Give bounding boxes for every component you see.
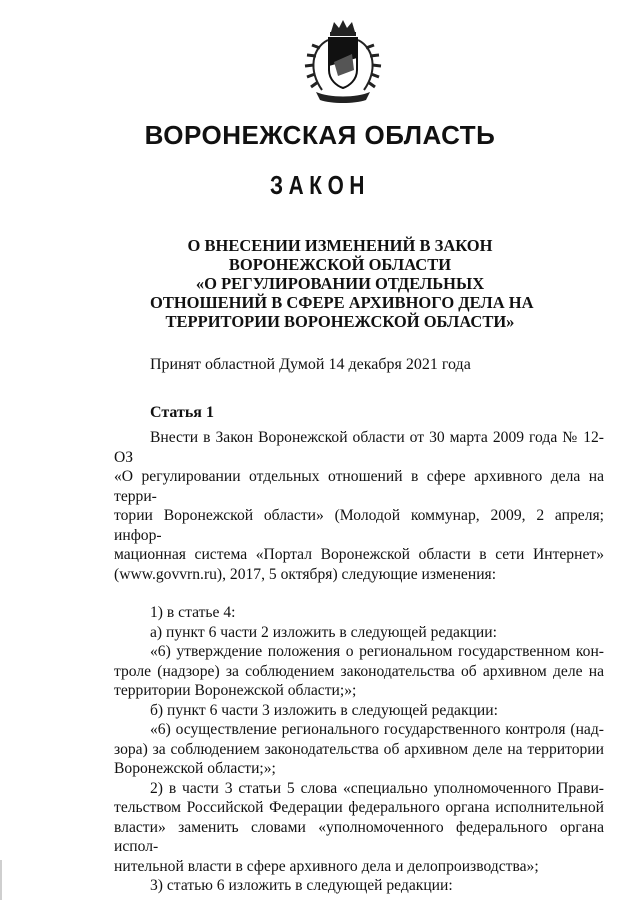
law-title-line: ТЕРРИТОРИИ ВОРОНЕЖСКОЙ ОБЛАСТИ» — [165, 312, 515, 331]
law-title-line: «О РЕГУЛИРОВАНИИ ОТДЕЛЬНЫХ — [195, 274, 485, 293]
body-line: «6) осуществление регионального государственного контроля (над- — [150, 721, 604, 738]
body-line: мационная система «Портал Воронежской области в сети Интернет» — [114, 546, 604, 563]
article-heading: Статья 1 — [150, 404, 214, 421]
body-line: а) пункт 6 части 2 изложить в следующей редакции: — [150, 623, 497, 641]
body-line: «О регулировании отдельных отношений в сфере архивного дела на терри- — [114, 468, 604, 505]
body-line: зора) за соблюдением законодательства об архивном деле на территории — [114, 740, 604, 758]
law-title — [150, 236, 534, 331]
body-line: (www.govvrn.ru), 2017, 5 октября) следующие изменения: — [114, 565, 497, 583]
body-line: Внести в Закон Воронежской области от 30 марта 2009 года № 12-ОЗ — [114, 429, 604, 466]
body-line: 3) статью 6 изложить в следующей редакции: — [150, 877, 453, 894]
body-line: б) пункт 6 части 3 изложить в следующей редакции: — [150, 701, 498, 719]
law-title-line: ВОРОНЕЖСКОЙ ОБЛАСТИ — [228, 255, 452, 274]
body-line: тории Воронежской области» (Молодой коммунар, 2009, 2 апреля; инфор- — [114, 507, 604, 544]
body-line: власти» заменить словами «уполномоченного федерального органа испол- — [114, 818, 604, 855]
document-type-heading: ЗАКОН — [270, 170, 370, 200]
law-title-line: О ВНЕСЕНИИ ИЗМЕНЕНИЙ В ЗАКОН — [187, 236, 493, 255]
law-title-line: ОТНОШЕНИЙ В СФЕРЕ АРХИВНОГО ДЕЛА НА — [150, 293, 534, 312]
scan-edge — [0, 860, 2, 900]
body-line: тельством Российской Федерации федерального органа исполнительной — [114, 799, 604, 816]
body-line: нительной власти в сфере архивного дела и делопроизводства»; — [114, 857, 539, 875]
coat-of-arms-icon — [298, 18, 388, 106]
body-line: территории Воронежской области;»; — [114, 682, 357, 699]
body-line: Воронежской области;»; — [114, 760, 276, 777]
region-heading: ВОРОНЕЖСКАЯ ОБЛАСТЬ — [144, 120, 496, 150]
adoption-date: Принят областной Думой 14 декабря 2021 года — [150, 356, 471, 373]
body-line: троле (надзоре) за соблюдением законодательства об архивном деле на — [114, 662, 604, 680]
body-line: 2) в части 3 статьи 5 слова «специально уполномоченного Прави- — [150, 779, 604, 797]
body-line: 1) в статье 4: — [150, 604, 236, 621]
body-line: «6) утверждение положения о региональном государственном кон- — [150, 643, 604, 660]
article-body — [114, 428, 604, 896]
